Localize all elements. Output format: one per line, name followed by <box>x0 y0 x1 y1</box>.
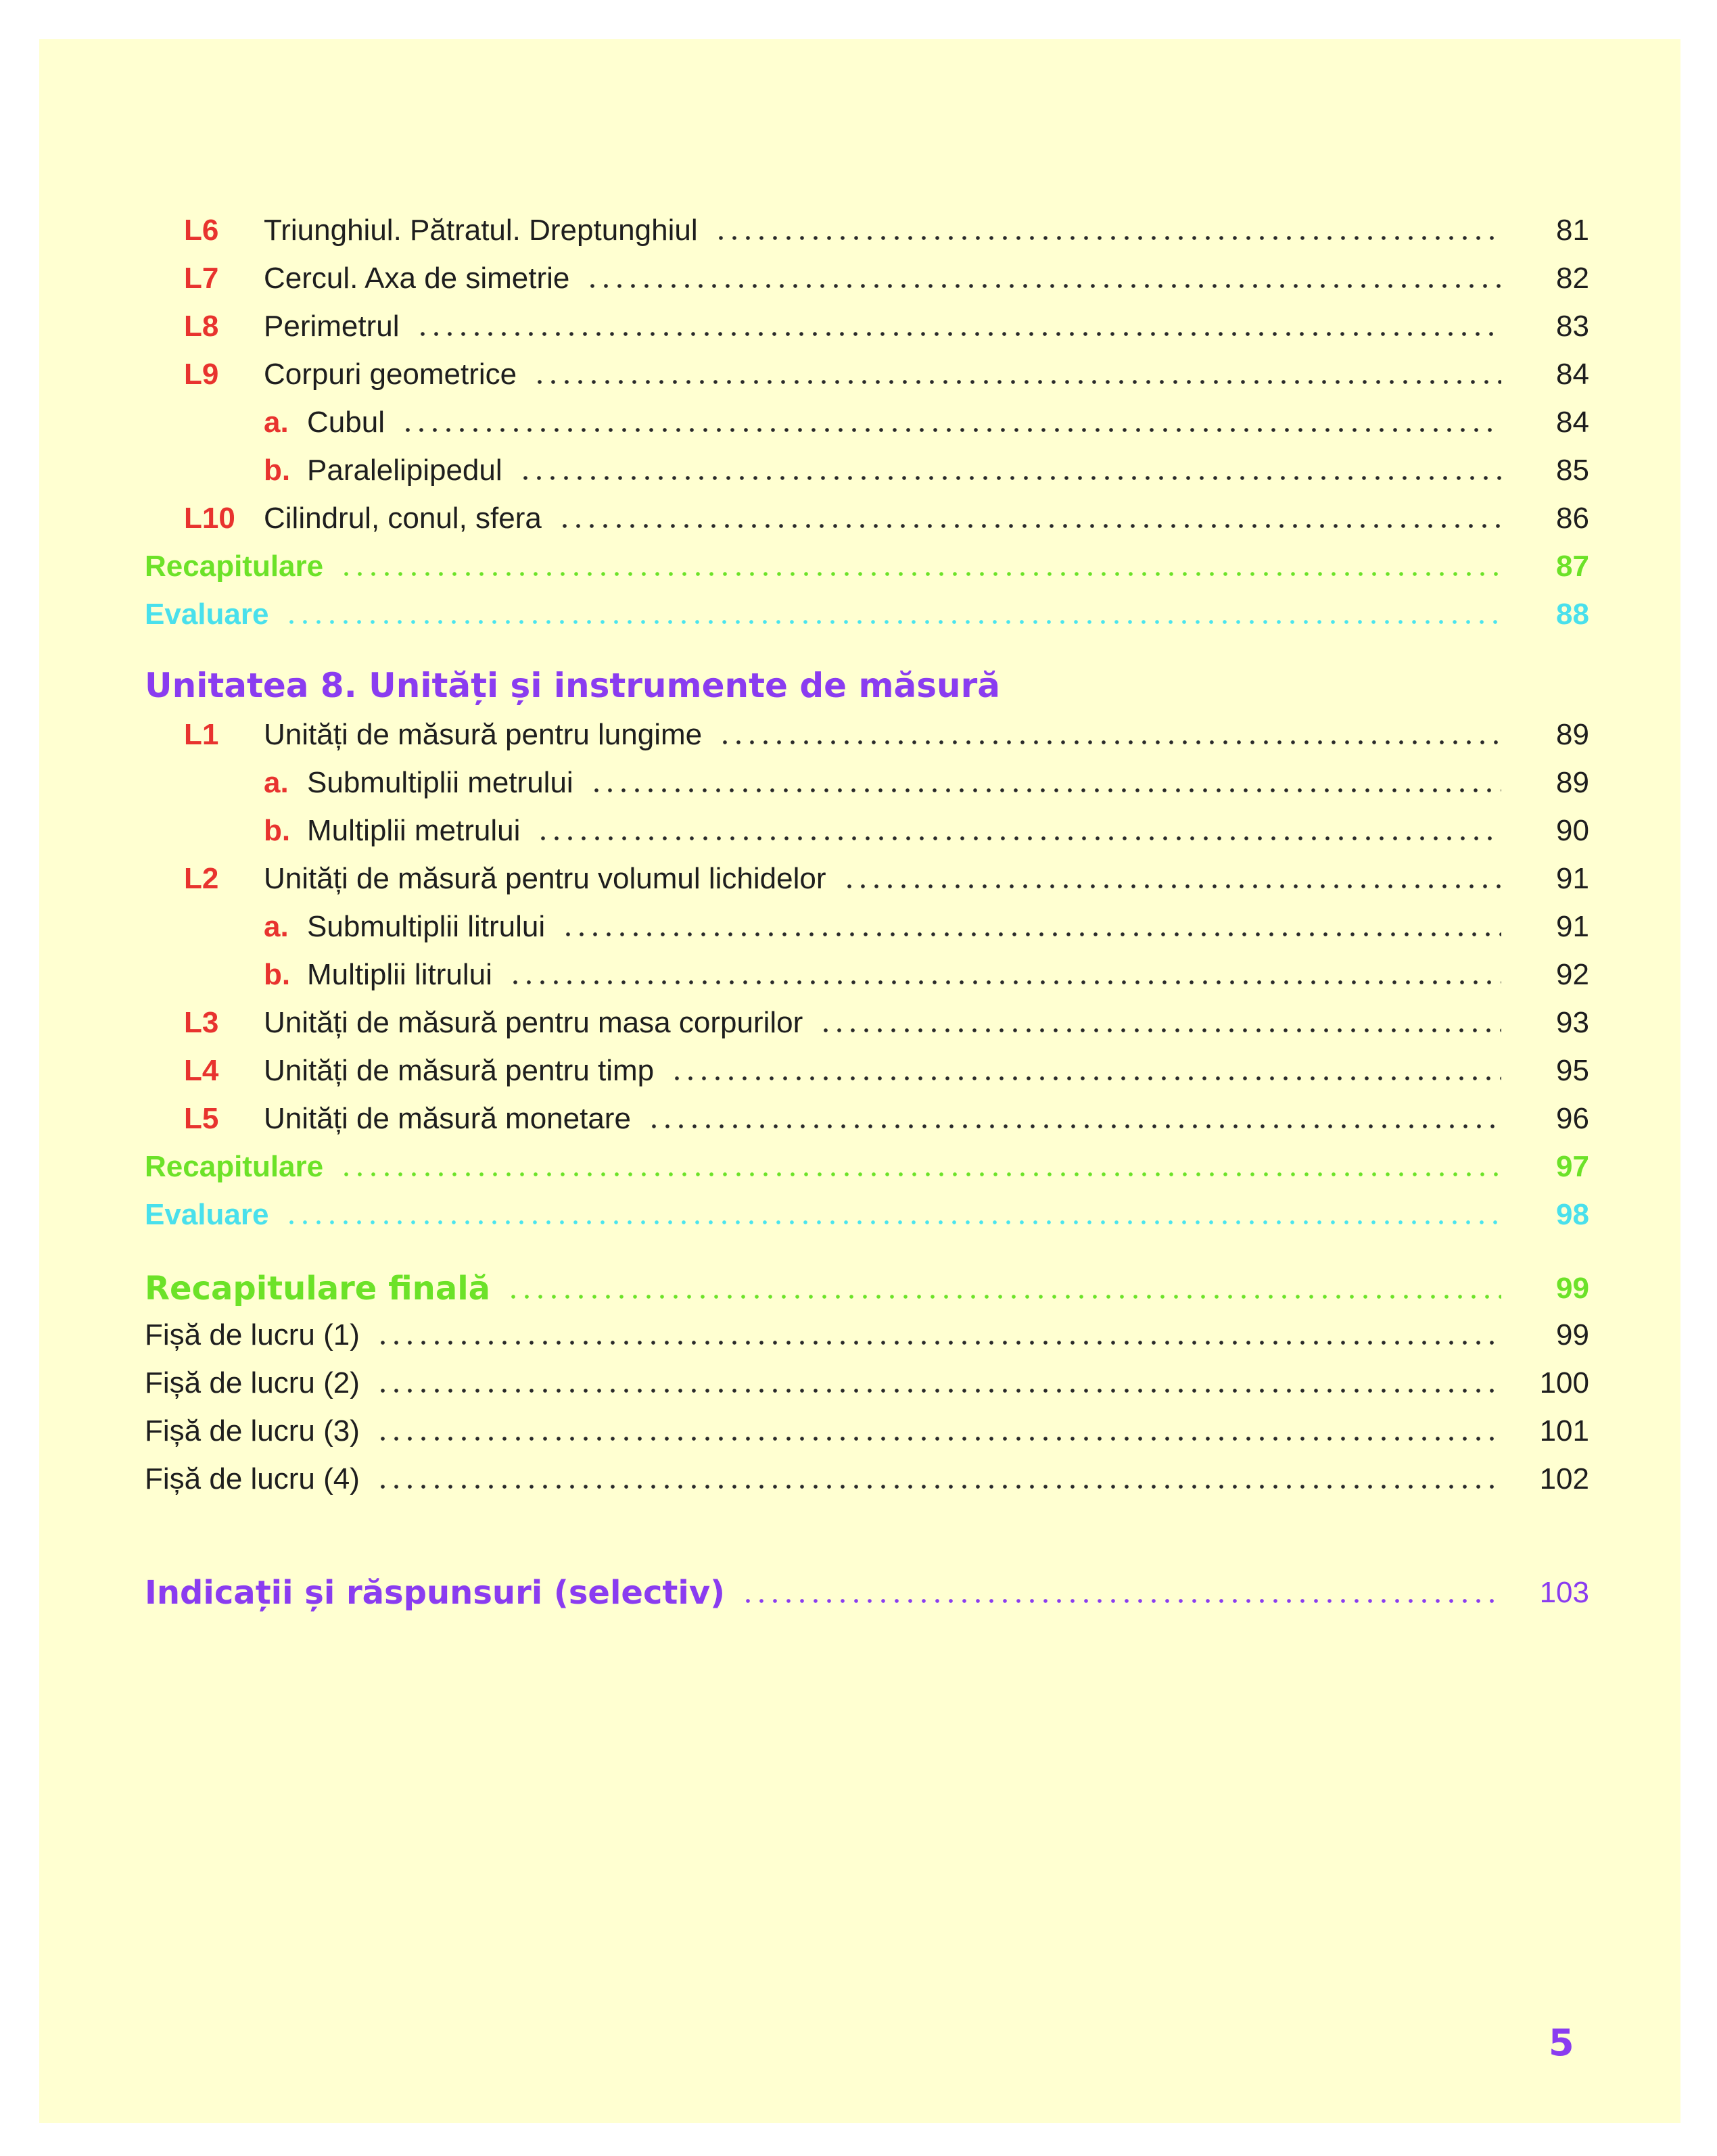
lesson-number: L8 <box>184 310 219 343</box>
toc-entry-paralelipipedul[interactable] <box>264 454 1589 487</box>
entry-title: Submultiplii metrului <box>307 766 573 799</box>
toc-entry-fisa-2[interactable] <box>145 1366 1589 1400</box>
toc-entry-recapitulare[interactable] <box>145 1150 1589 1184</box>
toc-entry-l6[interactable] <box>184 214 1589 247</box>
entry-page: 100 <box>1539 1366 1589 1399</box>
dot-leader <box>843 884 1501 889</box>
lesson-number: L2 <box>184 862 219 895</box>
toc-entry-l10[interactable] <box>184 502 1589 535</box>
entry-title: Unități de măsură pentru masa corpurilor <box>264 1006 803 1039</box>
lesson-number: L7 <box>184 262 219 295</box>
dot-leader <box>714 235 1501 241</box>
entry-page: 81 <box>1556 214 1589 247</box>
entry-page: 93 <box>1556 1006 1589 1039</box>
lesson-number: L1 <box>184 718 219 751</box>
entry-title: Perimetrul <box>264 310 400 343</box>
entry-page: 91 <box>1556 862 1589 895</box>
entry-page: 83 <box>1556 310 1589 343</box>
dot-leader <box>339 1172 1501 1177</box>
entry-title: Cercul. Axa de simetrie <box>264 262 570 295</box>
entry-page: 87 <box>1556 550 1589 583</box>
page-number: 5 <box>1549 2021 1574 2064</box>
entry-title: Cilindrul, conul, sfera <box>264 502 542 535</box>
dot-leader <box>416 331 1502 337</box>
sub-letter: a. <box>264 406 289 439</box>
dot-leader <box>590 788 1501 793</box>
toc-entry-l8[interactable] <box>184 310 1589 343</box>
entry-page: 101 <box>1539 1414 1589 1447</box>
dot-leader <box>376 1436 1501 1441</box>
entry-title: Unități de măsură pentru timp <box>264 1054 655 1087</box>
toc-entry-indicatii[interactable] <box>145 1573 1589 1613</box>
dot-leader <box>670 1076 1501 1081</box>
entry-page: 96 <box>1556 1102 1589 1135</box>
entry-page: 99 <box>1556 1318 1589 1351</box>
dot-leader <box>376 1340 1501 1345</box>
entry-title: Evaluare <box>145 1198 269 1231</box>
sub-letter: a. <box>264 910 289 943</box>
entry-title: Corpuri geometrice <box>264 358 517 391</box>
entry-page: 98 <box>1556 1198 1589 1231</box>
toc-entry-evaluare[interactable] <box>145 598 1589 631</box>
toc-entry-fisa-1[interactable] <box>145 1318 1589 1352</box>
entry-title: Multiplii litrului <box>307 958 492 991</box>
entry-title: Submultiplii litrului <box>307 910 546 943</box>
dot-leader <box>509 980 1501 985</box>
dot-leader <box>558 523 1501 529</box>
entry-title: Cubul <box>307 406 385 439</box>
toc-entry-fisa-3[interactable] <box>145 1414 1589 1448</box>
entry-title: Paralelipipedul <box>307 454 502 487</box>
entry-page: 84 <box>1556 358 1589 391</box>
entry-page: 102 <box>1539 1462 1589 1495</box>
entry-page: 97 <box>1556 1150 1589 1183</box>
dot-leader <box>285 619 1501 625</box>
lesson-number: L4 <box>184 1054 219 1087</box>
entry-page: 88 <box>1556 598 1589 631</box>
dot-leader <box>519 475 1501 481</box>
toc-entry-fisa-4[interactable] <box>145 1462 1589 1496</box>
toc-entry-evaluare[interactable] <box>145 1198 1589 1232</box>
sub-letter: b. <box>264 454 291 487</box>
toc-entry-multiplii-litrului[interactable] <box>264 958 1589 992</box>
dot-leader <box>819 1028 1501 1033</box>
sub-letter: a. <box>264 766 289 799</box>
lesson-number: L9 <box>184 358 219 391</box>
dot-leader <box>339 571 1501 577</box>
entry-title: Unități de măsură monetare <box>264 1102 631 1135</box>
toc-entry-cubul[interactable] <box>264 406 1589 439</box>
entry-title: Recapitulare <box>145 550 324 583</box>
entry-title: Multiplii metrului <box>307 814 521 847</box>
dot-leader <box>718 740 1501 745</box>
entry-page: 89 <box>1556 766 1589 799</box>
lesson-number: L6 <box>184 214 219 247</box>
entry-title: Indicații și răspunsuri (selectiv) <box>145 1574 726 1612</box>
entry-title: Fișă de lucru (1) <box>145 1318 360 1351</box>
dot-leader <box>741 1598 1501 1604</box>
dot-leader <box>507 1294 1501 1299</box>
dot-leader <box>647 1124 1501 1129</box>
toc-entry-recapitulare-finala[interactable] <box>145 1268 1589 1309</box>
toc-entry-l1[interactable] <box>184 718 1589 752</box>
entry-title: Fișă de lucru (4) <box>145 1462 360 1495</box>
entry-title: Unități de măsură pentru lungime <box>264 718 703 751</box>
entry-title: Unități de măsură pentru volumul lichidelor <box>264 862 826 895</box>
entry-page: 85 <box>1556 454 1589 487</box>
entry-page: 90 <box>1556 814 1589 847</box>
toc-entry-submultiplii-litrului[interactable] <box>264 910 1589 944</box>
sub-letter: b. <box>264 814 291 847</box>
toc-entry-l4[interactable] <box>184 1054 1589 1088</box>
toc-entry-l2[interactable] <box>184 862 1589 896</box>
dot-leader <box>401 427 1501 433</box>
dot-leader <box>533 379 1501 385</box>
dot-leader <box>586 283 1501 289</box>
entry-page: 92 <box>1556 958 1589 991</box>
entry-page: 84 <box>1556 406 1589 439</box>
entry-title: Recapitulare <box>145 1150 324 1183</box>
toc-entry-l5[interactable] <box>184 1102 1589 1136</box>
entry-page: 82 <box>1556 262 1589 295</box>
lesson-number: L5 <box>184 1102 219 1135</box>
entry-title: Fișă de lucru (3) <box>145 1414 360 1447</box>
toc-entry-l9[interactable] <box>184 358 1589 391</box>
entry-page: 91 <box>1556 910 1589 943</box>
entry-page: 99 <box>1556 1272 1589 1305</box>
lesson-number: L3 <box>184 1006 219 1039</box>
dot-leader <box>285 1220 1501 1225</box>
toc-entry-l3[interactable] <box>184 1006 1589 1040</box>
toc-entry-multiplii-metrului[interactable] <box>264 814 1589 848</box>
dot-leader <box>536 836 1501 841</box>
toc-entry-l7[interactable] <box>184 262 1589 295</box>
entry-title: Recapitulare finală <box>145 1270 491 1308</box>
entry-page: 103 <box>1539 1576 1589 1609</box>
unit-heading[interactable]: Unitatea 8. Unități și instrumente de măsură <box>145 666 1001 705</box>
entry-title: Fișă de lucru (2) <box>145 1366 360 1399</box>
entry-page: 89 <box>1556 718 1589 751</box>
toc-entry-recapitulare[interactable] <box>145 550 1589 583</box>
entry-page: 95 <box>1556 1054 1589 1087</box>
entry-title: Triunghiul. Pătratul. Dreptunghiul <box>264 214 698 247</box>
sub-letter: b. <box>264 958 291 991</box>
toc-entry-submultiplii-metrului[interactable] <box>264 766 1589 800</box>
entry-page: 86 <box>1556 502 1589 535</box>
lesson-number: L10 <box>184 502 235 535</box>
dot-leader <box>376 1388 1501 1393</box>
dot-leader <box>376 1484 1501 1489</box>
entry-title: Evaluare <box>145 598 269 631</box>
dot-leader <box>561 932 1501 937</box>
